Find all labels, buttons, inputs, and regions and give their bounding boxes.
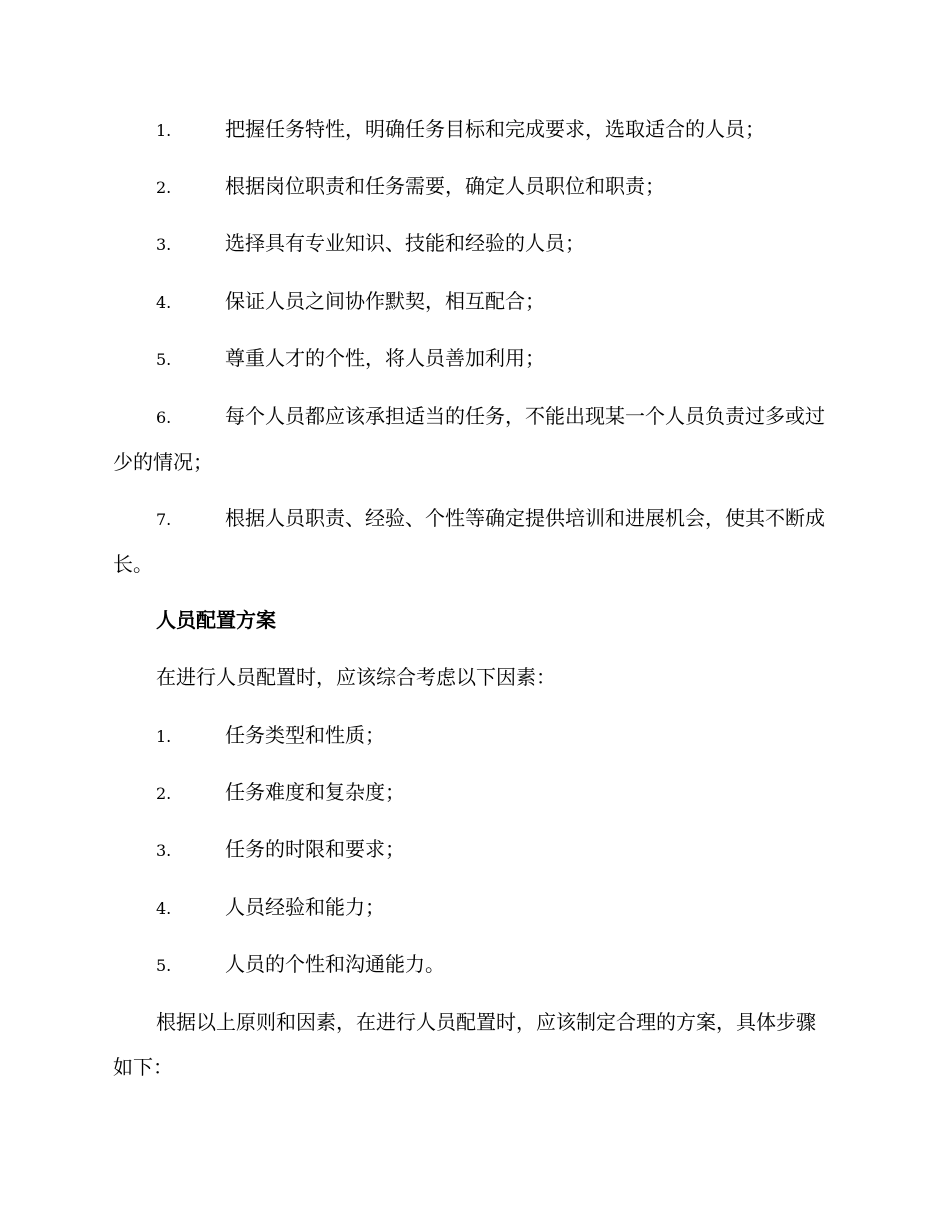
list-text: 把握任务特性，明确任务目标和完成要求，选取适合的人员； xyxy=(225,117,765,141)
list-item xyxy=(113,942,835,988)
list-number: 1. xyxy=(156,727,172,746)
list-text: 人员经验和能力； xyxy=(225,895,385,919)
list-item xyxy=(113,336,835,382)
list-number: 2. xyxy=(156,178,172,197)
list-item xyxy=(113,885,835,931)
list-text: 每个人员都应该承担适当的任务，不能出现某一个人员负责过多或过少的情况； xyxy=(113,404,825,474)
list-item xyxy=(113,279,835,325)
list-text: 选择具有专业知识、技能和经验的人员； xyxy=(225,231,585,255)
list-text: 保证人员之间协作默契，相互配合； xyxy=(225,289,545,313)
list-item xyxy=(113,221,835,267)
list-item xyxy=(113,827,835,873)
closing-paragraph: 根据以上原则和因素，在进行人员配置时，应该制定合理的方案，具体步骤如下： xyxy=(113,1010,816,1079)
list-text: 根据岗位职责和任务需要，确定人员职位和职责； xyxy=(225,174,665,198)
list-number: 4. xyxy=(156,293,172,312)
list-item xyxy=(113,107,835,153)
list-number: 1. xyxy=(156,121,172,140)
list-number: 4. xyxy=(156,899,172,918)
list-item xyxy=(113,164,835,210)
list-text: 任务难度和复杂度； xyxy=(225,780,405,804)
list-number: 2. xyxy=(156,784,172,803)
list-number: 3. xyxy=(156,841,172,860)
list-item xyxy=(113,496,835,587)
list-text: 任务的时限和要求； xyxy=(225,837,405,861)
list-number: 5. xyxy=(156,350,172,369)
list-text: 任务类型和性质； xyxy=(225,723,385,747)
list-number: 5. xyxy=(156,956,172,975)
list-number: 7. xyxy=(156,510,172,529)
list-text: 尊重人才的个性，将人员善加利用； xyxy=(225,346,545,370)
list-text: 根据人员职责、经验、个性等确定提供培训和进展机会，使其不断成长。 xyxy=(113,506,825,576)
intro-paragraph: 在进行人员配置时，应该综合考虑以下因素： xyxy=(156,665,556,689)
list-item xyxy=(113,394,835,485)
list-item xyxy=(113,713,835,759)
section-heading: 人员配置方案 xyxy=(156,608,276,632)
list-text: 人员的个性和沟通能力。 xyxy=(225,952,445,976)
list-number: 3. xyxy=(156,235,172,254)
list-number: 6. xyxy=(156,408,172,427)
list-item xyxy=(113,770,835,816)
